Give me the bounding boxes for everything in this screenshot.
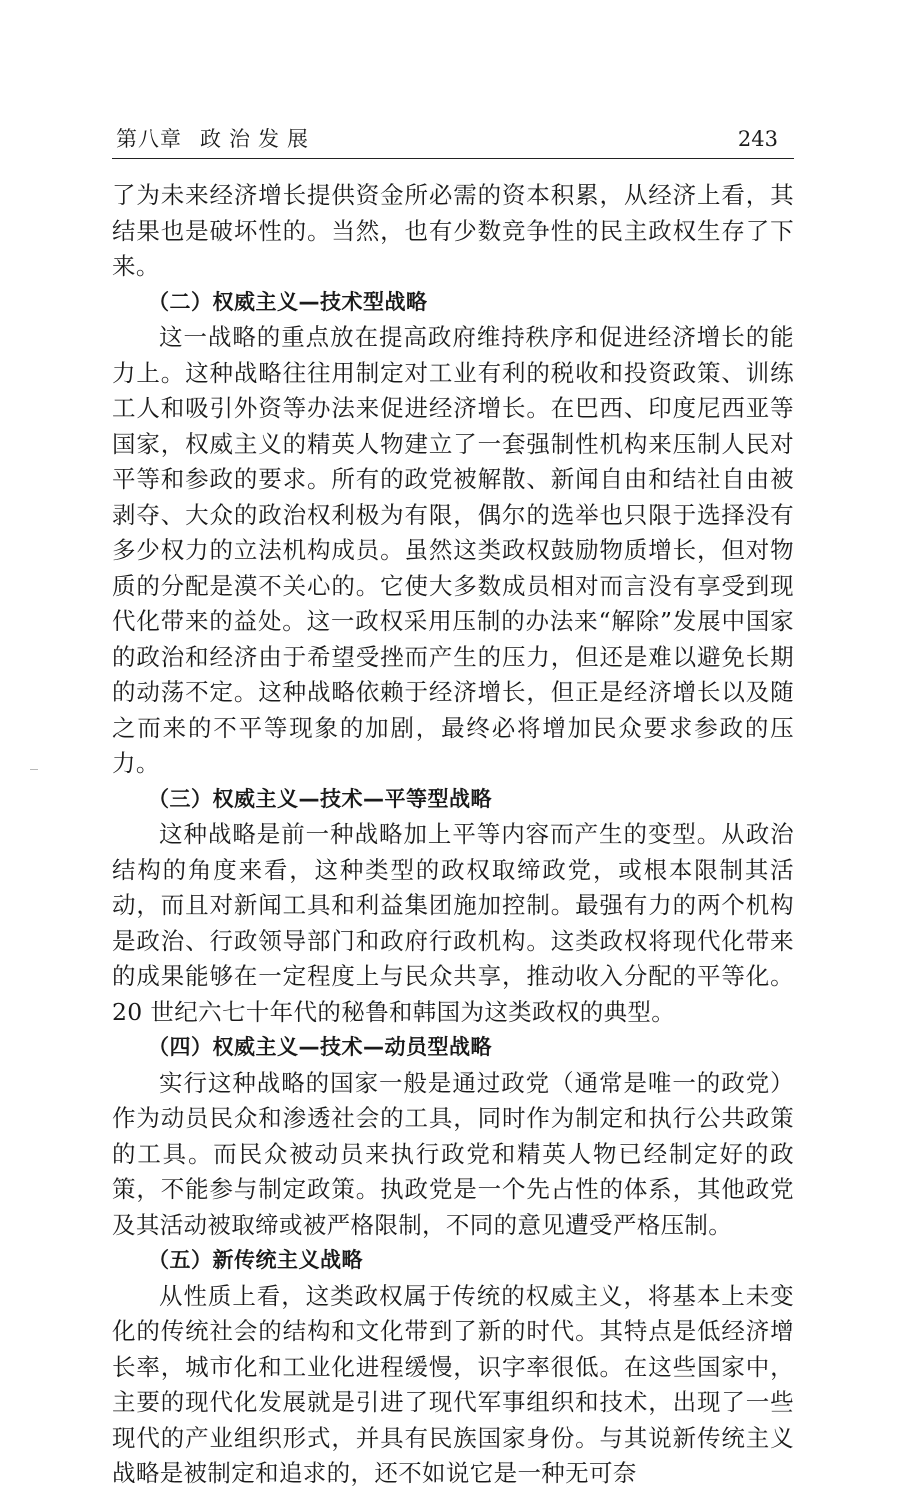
page-header	[112, 124, 794, 154]
chapter-title	[116, 124, 316, 154]
section-heading-authoritarian-technocratic: （二）权威主义—技术型战略	[148, 289, 428, 314]
paragraph-authoritarian-technocratic-egalitarian: 这种战略是前一种战略加上平等内容而产生的变型。从政治结构的角度来看，这种类型的政权取缔政党，或根本限制其活动，而且对新闻工具和利益集团施加控制。最强有力的两个机构是政治、行政领导部门和政府行政机构。这类政权将现代化带来的成果能够在一定程度上与民众共享，推动收入分配的平等化。20 世纪六七十年代的秘鲁和韩国为这类政权的典型。	[112, 820, 794, 1026]
body-text	[112, 178, 794, 1492]
chapter-number: 第八章	[116, 127, 182, 151]
paragraph-neo-traditionalist: 从性质上看，这类政权属于传统的权威主义，将基本上未变化的传统社会的结构和文化带到了新的时代。其特点是低经济增长率，城市化和工业化进程缓慢，识字率很低。在这些国家中，主要的现代化发展就是引进了现代军事组织和技术，出现了一些现代的产业组织形式，并具有民族国家身份。与其说新传统主义战略是被制定和追求的，还不如说它是一种无可奈	[112, 1281, 794, 1487]
paragraph-continuation: 了为未来经济增长提供资金所必需的资本积累，从经济上看，其结果也是破坏性的。当然，也有少数竞争性的民主政权生存了下来。	[112, 181, 794, 280]
page-number: 243	[737, 127, 778, 151]
header-rule	[112, 158, 794, 159]
section-heading-authoritarian-technocratic-mobilization: （四）权威主义—技术—动员型战略	[148, 1035, 492, 1059]
section-heading-neo-traditionalist: （五）新传统主义战略	[148, 1248, 363, 1272]
paragraph-authoritarian-technocratic-mobilization: 实行这种战略的国家一般是通过政党（通常是唯一的政党）作为动员民众和渗透社会的工具，同时作为制定和执行公共政策的工具。而民众被动员来执行政党和精英人物已经制定好的政策，不能参与制定政策。执政党是一个先占性的体系，其他政党及其活动被取缔或被严格限制，不同的意见遭受严格压制。	[112, 1068, 794, 1239]
margin-mark	[30, 769, 38, 770]
chapter-name: 政治发展	[200, 127, 316, 151]
paragraph-authoritarian-technocratic: 这一战略的重点放在提高政府维持秩序和促进经济增长的能力上。这种战略往往用制定对工业有利的税收和投资政策、训练工人和吸引外资等办法来促进经济增长。在巴西、印度尼西亚等国家，权威主义的精英人物建立了一套强制性机构来压制人民对平等和参政的要求。所有的政党被解散、新闻自由和结社自由被剥夺、大众的政治权利极为有限，偶尔的选举也只限于选择没有多少权力的立法机构成员。虽然这类政权鼓励物质增长，但对物质的分配是漠不关心的。它使大多数成员相对而言没有享受到现代化带来的益处。这一政权采用压制的办法来“解除”发展中国家的政治和经济由于希望受挫而产生的压力，但还是难以避免长期的动荡不定。这种战略依赖于经济增长，但正是经济增长以及随之而来的不平等现象的加剧，最终必将增加民众要求参政的压力。	[112, 323, 794, 777]
section-heading-authoritarian-technocratic-egalitarian: （三）权威主义—技术—平等型战略	[148, 786, 492, 811]
